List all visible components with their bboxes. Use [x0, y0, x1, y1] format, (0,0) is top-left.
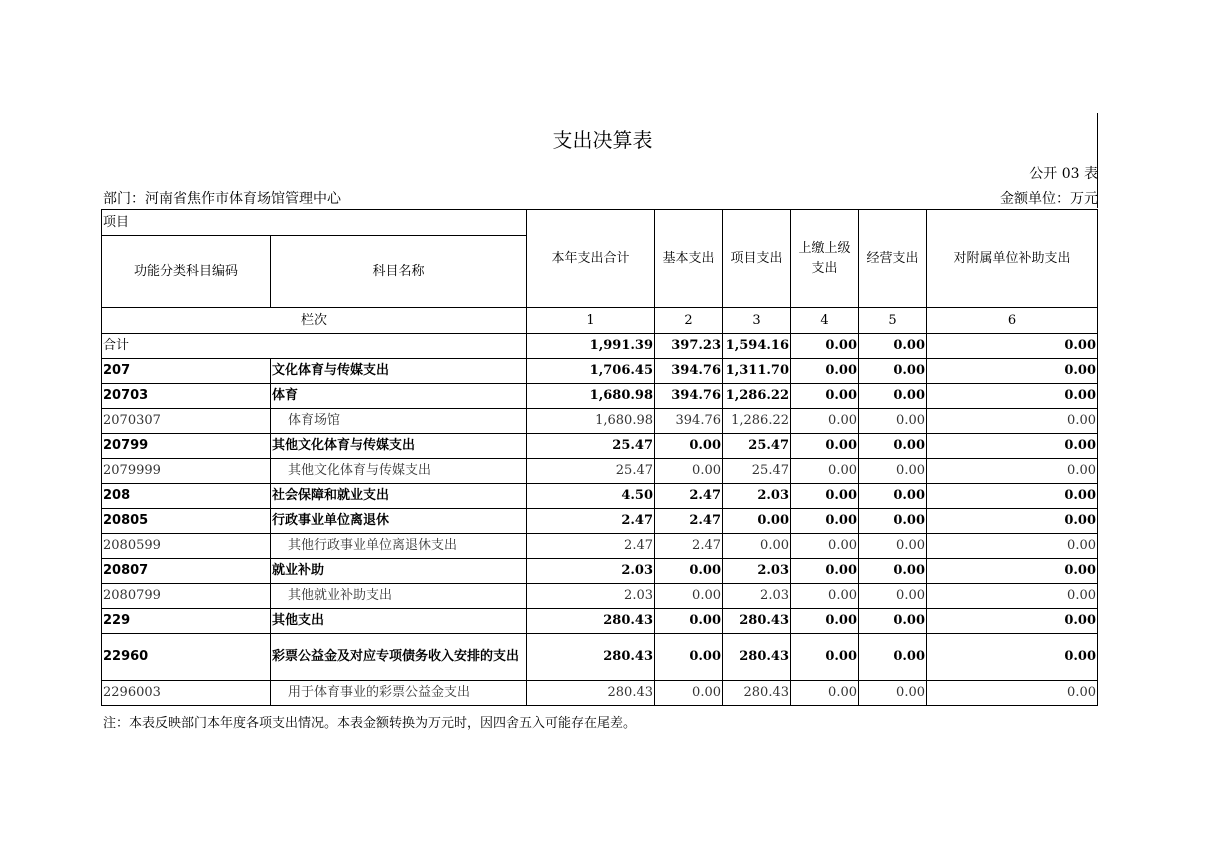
table-row: [102, 559, 1098, 584]
header-project: 项目支出: [723, 210, 791, 308]
total-value: 397.23: [655, 334, 723, 359]
page-title: 支出决算表: [552, 128, 653, 152]
row-value: 0.00: [791, 359, 859, 384]
row-value: 0.00: [791, 559, 859, 584]
row-code: 2070307: [102, 409, 271, 434]
row-name: 体育场馆: [271, 409, 527, 434]
table-row: [102, 609, 1098, 634]
header-total: 本年支出合计: [527, 210, 655, 308]
table-row: [102, 634, 1098, 681]
row-value: 0.00: [791, 634, 859, 681]
row-value: 25.47: [527, 459, 655, 484]
row-value: 394.76: [655, 359, 723, 384]
row-value: 0.00: [655, 584, 723, 609]
row-value: 0.00: [655, 434, 723, 459]
expenditure-table: [101, 209, 1098, 706]
table-note: 注：本表反映部门本年度各项支出情况。本表金额转换为万元时，因四舍五入可能存在尾差。: [103, 716, 637, 731]
row-code: 20807: [102, 559, 271, 584]
row-code: 2080599: [102, 534, 271, 559]
row-name: 体育: [271, 384, 527, 409]
row-value: 0.00: [791, 681, 859, 706]
row-name: 文化体育与传媒支出: [271, 359, 527, 384]
table-row: [102, 359, 1098, 384]
row-value: 2.47: [655, 534, 723, 559]
total-label: 合计: [102, 334, 527, 359]
row-value: 0.00: [927, 681, 1098, 706]
row-code: 207: [102, 359, 271, 384]
row-value: 0.00: [655, 634, 723, 681]
header-item: 项目: [102, 210, 527, 236]
row-name: 其他文化体育与传媒支出: [271, 434, 527, 459]
row-value: 0.00: [927, 484, 1098, 509]
table-row: [102, 584, 1098, 609]
row-value: 2.03: [527, 559, 655, 584]
row-value: 0.00: [791, 384, 859, 409]
row-value: 1,680.98: [527, 409, 655, 434]
column-index: 1: [527, 308, 655, 334]
row-value: 0.00: [927, 409, 1098, 434]
row-value: 0.00: [859, 384, 927, 409]
header-business: 经营支出: [859, 210, 927, 308]
row-code: 208: [102, 484, 271, 509]
row-value: 0.00: [927, 559, 1098, 584]
row-name: 其他行政事业单位离退休支出: [271, 534, 527, 559]
table-row: [102, 434, 1098, 459]
row-value: 25.47: [527, 434, 655, 459]
column-index: 4: [791, 308, 859, 334]
row-code: 229: [102, 609, 271, 634]
row-value: 0.00: [791, 459, 859, 484]
row-value: 1,286.22: [723, 409, 791, 434]
row-value: 0.00: [927, 609, 1098, 634]
row-value: 0.00: [723, 534, 791, 559]
row-value: 2.47: [527, 509, 655, 534]
row-value: 394.76: [655, 409, 723, 434]
row-code: 22960: [102, 634, 271, 681]
row-value: 0.00: [859, 359, 927, 384]
row-code: 20799: [102, 434, 271, 459]
row-name: 其他文化体育与传媒支出: [271, 459, 527, 484]
row-value: 0.00: [859, 681, 927, 706]
row-value: 280.43: [527, 681, 655, 706]
row-name: 其他支出: [271, 609, 527, 634]
row-value: 0.00: [859, 559, 927, 584]
amount-unit: 金额单位：万元: [1000, 191, 1098, 207]
row-value: 1,706.45: [527, 359, 655, 384]
row-value: 0.00: [723, 509, 791, 534]
row-value: 0.00: [791, 484, 859, 509]
column-index: 3: [723, 308, 791, 334]
row-value: 2.47: [527, 534, 655, 559]
row-code: 2080799: [102, 584, 271, 609]
column-index: 2: [655, 308, 723, 334]
row-value: 0.00: [927, 534, 1098, 559]
row-value: 0.00: [859, 484, 927, 509]
header-subsidy: 对附属单位补助支出: [927, 210, 1098, 308]
row-value: 2.03: [723, 559, 791, 584]
row-name: 行政事业单位离退休: [271, 509, 527, 534]
table-row: [102, 509, 1098, 534]
row-value: 0.00: [859, 534, 927, 559]
row-name: 就业补助: [271, 559, 527, 584]
total-value: 0.00: [791, 334, 859, 359]
row-value: 2.03: [723, 484, 791, 509]
column-index: 5: [859, 308, 927, 334]
row-value: 0.00: [655, 681, 723, 706]
row-name: 用于体育事业的彩票公益金支出: [271, 681, 527, 706]
row-value: 0.00: [859, 509, 927, 534]
table-row: [102, 534, 1098, 559]
row-value: 0.00: [927, 509, 1098, 534]
form-number: 公开 03 表: [1029, 166, 1098, 182]
row-value: 1,311.70: [723, 359, 791, 384]
row-value: 0.00: [791, 584, 859, 609]
row-value: 0.00: [927, 359, 1098, 384]
row-value: 0.00: [927, 459, 1098, 484]
row-code: 20703: [102, 384, 271, 409]
department-label: 部门：河南省焦作市体育场馆管理中心: [103, 191, 341, 207]
row-value: 0.00: [859, 584, 927, 609]
total-value: 0.00: [859, 334, 927, 359]
row-value: 0.00: [655, 559, 723, 584]
row-value: 0.00: [791, 434, 859, 459]
row-value: 280.43: [527, 609, 655, 634]
row-value: 0.00: [791, 609, 859, 634]
row-value: 2.03: [723, 584, 791, 609]
total-value: 0.00: [927, 334, 1098, 359]
column-index-label: 栏次: [102, 308, 527, 334]
column-index: 6: [927, 308, 1098, 334]
row-code: 2296003: [102, 681, 271, 706]
table-row: [102, 681, 1098, 706]
row-value: 0.00: [859, 609, 927, 634]
table-row: [102, 459, 1098, 484]
row-value: 4.50: [527, 484, 655, 509]
row-value: 0.00: [927, 434, 1098, 459]
row-value: 0.00: [791, 409, 859, 434]
row-value: 2.03: [527, 584, 655, 609]
header-code: 功能分类科目编码: [102, 236, 271, 308]
row-value: 0.00: [655, 609, 723, 634]
row-value: 1,680.98: [527, 384, 655, 409]
row-value: 0.00: [859, 634, 927, 681]
row-name: 彩票公益金及对应专项债务收入安排的支出: [271, 634, 527, 681]
table-row: [102, 484, 1098, 509]
row-value: 280.43: [527, 634, 655, 681]
total-value: 1,594.16: [723, 334, 791, 359]
row-value: 0.00: [927, 634, 1098, 681]
row-value: 0.00: [655, 459, 723, 484]
row-value: 0.00: [859, 409, 927, 434]
row-value: 0.00: [791, 534, 859, 559]
row-value: 0.00: [927, 584, 1098, 609]
row-name: 社会保障和就业支出: [271, 484, 527, 509]
row-value: 0.00: [927, 384, 1098, 409]
row-value: 394.76: [655, 384, 723, 409]
row-value: 2.47: [655, 509, 723, 534]
row-value: 1,286.22: [723, 384, 791, 409]
table-row: [102, 384, 1098, 409]
header-basic: 基本支出: [655, 210, 723, 308]
row-value: 25.47: [723, 459, 791, 484]
header-superior: 上缴上级支出: [791, 210, 859, 308]
total-row: [102, 334, 1098, 359]
header-name: 科目名称: [271, 236, 527, 308]
table-row: [102, 409, 1098, 434]
row-value: 0.00: [859, 459, 927, 484]
row-value: 2.47: [655, 484, 723, 509]
row-value: 280.43: [723, 681, 791, 706]
row-name: 其他就业补助支出: [271, 584, 527, 609]
row-value: 25.47: [723, 434, 791, 459]
row-value: 280.43: [723, 634, 791, 681]
row-code: 20805: [102, 509, 271, 534]
total-value: 1,991.39: [527, 334, 655, 359]
row-value: 280.43: [723, 609, 791, 634]
row-value: 0.00: [791, 509, 859, 534]
row-value: 0.00: [859, 434, 927, 459]
row-code: 2079999: [102, 459, 271, 484]
